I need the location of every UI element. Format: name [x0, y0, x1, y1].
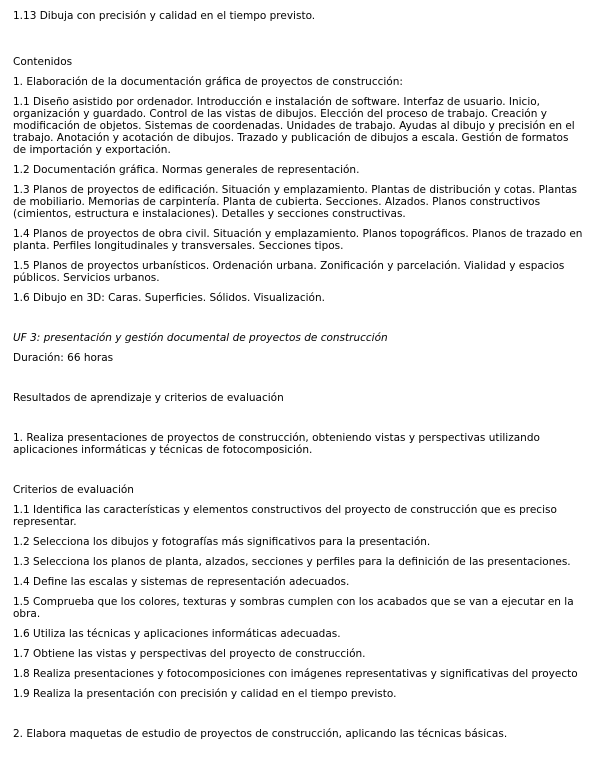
criterion-1-1: 1.1 Identifica las características y elementos constructivos del proyecto de construcción que es preciso representar. — [13, 504, 557, 528]
criterion-1-5: 1.5 Comprueba que los colores, texturas y sombras cumplen con los acabados que se van a ejecutar en la obra. — [13, 596, 574, 620]
criterion-1-9: 1.9 Realiza la presentación con precisión y calidad en el tiempo previsto. — [13, 688, 397, 700]
contenidos-heading: Contenidos — [13, 56, 73, 68]
criteria-heading: Criterios de evaluación — [13, 484, 134, 496]
criterion-1-2: 1.2 Selecciona los dibujos y fotografías más significativos para la presentación. — [13, 536, 431, 548]
criterion-1-4: 1.4 Define las escalas y sistemas de representación adecuados. — [13, 576, 350, 588]
uf3-title: UF 3: presentación y gestión documental de proyectos de construcción — [13, 332, 388, 344]
criterion-1-3: 1.3 Selecciona los planos de planta, alzados, secciones y perfiles para la definición de las presentaciones. — [13, 556, 571, 568]
document-page — [13, 10, 583, 740]
contenidos-item-1-4: 1.4 Planos de proyectos de obra civil. Situación y emplazamiento. Planos topográficos. Planos de trazado en planta. Perfiles longitudinales y transversales. Secciones tipos. — [13, 228, 583, 252]
contenidos-item-1: 1. Elaboración de la documentación gráfica de proyectos de construcción: — [13, 76, 403, 88]
criterion-1-8: 1.8 Realiza presentaciones y fotocomposiciones con imágenes representativas y significativas del proyecto — [13, 668, 578, 680]
contenidos-item-1-2: 1.2 Documentación gráfica. Normas generales de representación. — [13, 164, 360, 176]
contenidos-item-1-1: 1.1 Diseño asistido por ordenador. Introducción e instalación de software. Interfaz de usuario. Inicio, organización y guardado. Control de las vistas de dibujos. Elección del proceso de trabajo. Creación y modificación de objetos. Sistemas de coordenadas. Unidades de trabajo. Ayudas al dibujo y precisión en el trabajo. Anotación y acotación de dibujos. Trazado y publicación de dibujos a escala. Gestión de formatos de importación y exportación. — [13, 96, 575, 156]
contenidos-item-1-6: 1.6 Dibujo en 3D: Caras. Superficies. Sólidos. Visualización. — [13, 292, 325, 304]
result-1: 1. Realiza presentaciones de proyectos de construcción, obteniendo vistas y perspectivas utilizando aplicaciones informáticas y técnicas de fotocomposición. — [13, 432, 540, 456]
result-2: 2. Elabora maquetas de estudio de proyectos de construcción, aplicando las técnicas básicas. — [13, 728, 508, 740]
contenidos-item-1-3: 1.3 Planos de proyectos de edificación. Situación y emplazamiento. Plantas de distribución y cotas. Plantas de mobiliario. Memorias de carpintería. Planta de cubierta. Secciones. Alzados. Planos constructivos (cimientos, estructura e instalaciones). Detalles y secciones constructivas. — [13, 184, 577, 220]
uf3-duration: Duración: 66 horas — [13, 352, 114, 364]
contenidos-item-1-5: 1.5 Planos de proyectos urbanísticos. Ordenación urbana. Zonificación y parcelación. Vialidad y espacios públicos. Servicios urbanos. — [13, 260, 565, 284]
criterion-1-13: 1.13 Dibuja con precisión y calidad en el tiempo previsto. — [13, 10, 316, 22]
results-heading: Resultados de aprendizaje y criterios de evaluación — [13, 392, 284, 404]
criterion-1-7: 1.7 Obtiene las vistas y perspectivas del proyecto de construcción. — [13, 648, 366, 660]
criterion-1-6: 1.6 Utiliza las técnicas y aplicaciones informáticas adecuadas. — [13, 628, 341, 640]
